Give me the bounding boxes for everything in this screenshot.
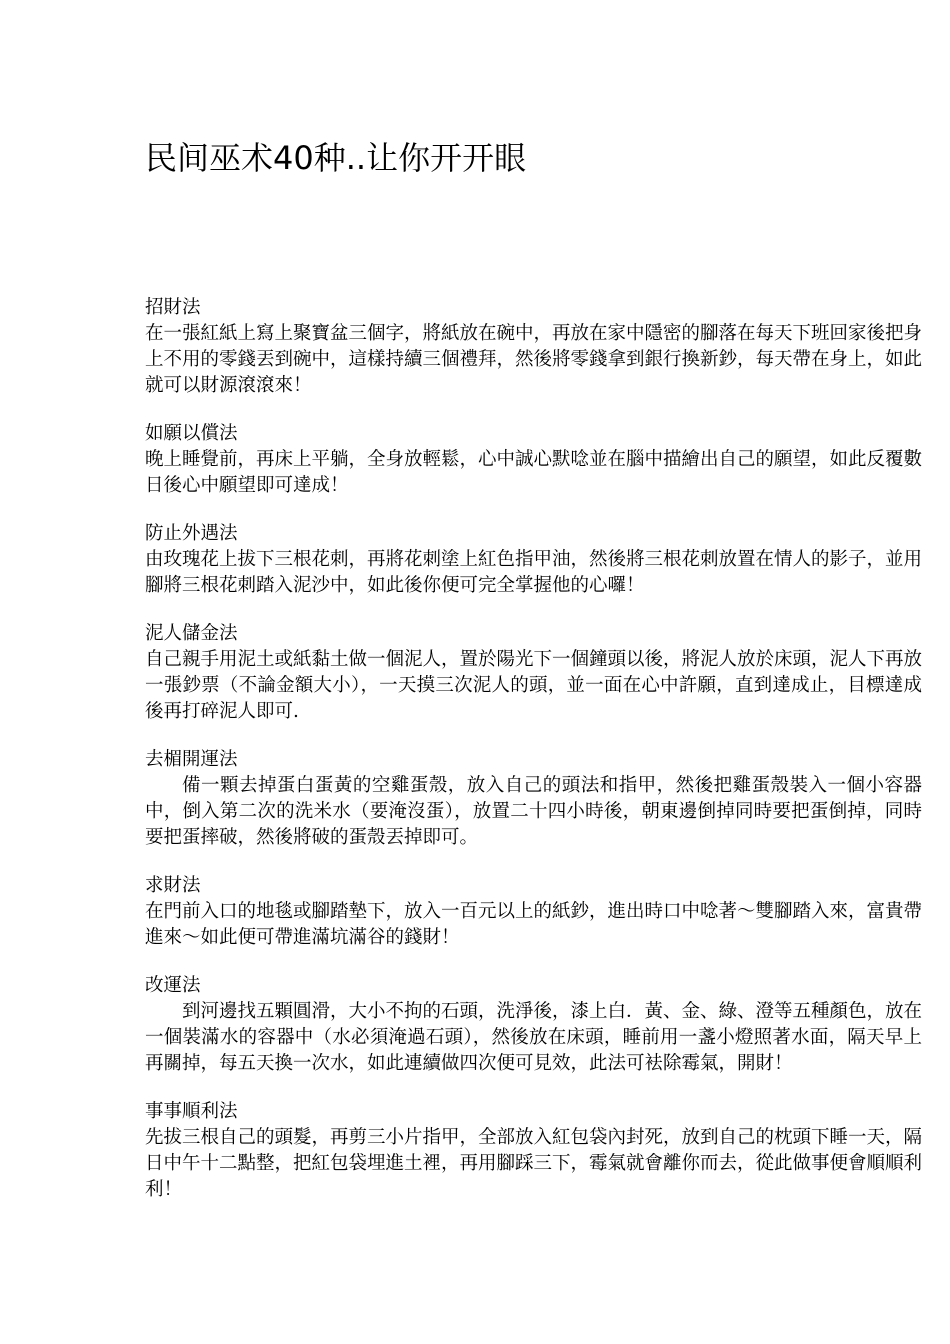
section-heading: 招財法 bbox=[145, 297, 201, 318]
section-qiucai bbox=[145, 873, 922, 951]
section-body: 晚上睡覺前，再床上平躺，全身放輕鬆，心中誠心默唸並在腦中描繪出自己的願望，如此反覆數日後心中願望即可達成！ bbox=[145, 449, 923, 496]
page-title: 民间巫术40种..让你开开眼 bbox=[145, 139, 527, 177]
section-shishi-shunli bbox=[145, 1099, 922, 1203]
section-body: 備一顆去掉蛋白蛋黃的空雞蛋殼，放入自己的頭法和指甲，然後把雞蛋殼裝入一個小容器中，倒入第二次的洗米水（要淹沒蛋），放置二十四小時後，朝東邊倒掉同時要把蛋倒掉，同時要把蛋摔破，然後將破的蛋殼丟掉即可。 bbox=[145, 775, 922, 848]
section-zhaocai bbox=[145, 295, 922, 399]
section-fangzhi-waiyu bbox=[145, 521, 922, 599]
section-gaiyun bbox=[145, 973, 922, 1077]
section-body: 在門前入口的地毯或腳踏墊下，放入一百元以上的紙鈔，進出時口中唸著～雙腳踏入來，富貴帶進來～如此便可帶進滿坑滿谷的錢財！ bbox=[145, 901, 923, 948]
article-content bbox=[145, 295, 922, 1225]
section-body: 在一張紅紙上寫上聚寶盆三個字，將紙放在碗中，再放在家中隱密的腳落在每天下班回家後把身上不用的零錢丟到碗中，這樣持續三個禮拜，然後將零錢拿到銀行換新鈔，每天帶在身上，如此就可以財源滾滾來！ bbox=[145, 323, 923, 396]
section-heading: 事事順利法 bbox=[145, 1101, 238, 1122]
section-heading: 改運法 bbox=[145, 975, 201, 996]
section-heading: 求財法 bbox=[145, 875, 201, 896]
section-ruyuan bbox=[145, 421, 922, 499]
section-body: 先拔三根自己的頭髮，再剪三小片指甲，全部放入紅包袋內封死，放到自己的枕頭下睡一天，隔日中午十二點整，把紅包袋埋進土裡，再用腳踩三下，霉氣就會離你而去，從此做事便會順順利利！ bbox=[145, 1127, 923, 1200]
section-heading: 去楣開運法 bbox=[145, 749, 238, 770]
section-body: 到河邊找五顆圓滑，大小不拘的石頭，洗淨後，漆上白．黃、金、綠、澄等五種顏色，放在一個裝滿水的容器中（水必須淹過石頭），然後放在床頭，睡前用一盞小燈照著水面，隔天早上再關掉，每五天換一次水，如此連續做四次便可見效，此法可袪除霉氣，開財！ bbox=[145, 1001, 923, 1074]
section-heading: 防止外遇法 bbox=[145, 523, 238, 544]
section-niren-chujin bbox=[145, 621, 922, 725]
section-body: 由玫瑰花上拔下三根花刺，再將花刺塗上紅色指甲油，然後將三根花刺放置在情人的影子，並用腳將三根花刺踏入泥沙中，如此後你便可完全掌握他的心囉！ bbox=[145, 549, 923, 596]
section-heading: 泥人儲金法 bbox=[145, 623, 238, 644]
section-qumei-kaiyun bbox=[145, 747, 922, 851]
section-heading: 如願以償法 bbox=[145, 423, 238, 444]
section-body: 自己親手用泥土或紙黏土做一個泥人，置於陽光下一個鐘頭以後，將泥人放於床頭，泥人下再放一張鈔票（不論金額大小），一天摸三次泥人的頭，並一面在心中許願，直到達成止，目標達成後再打碎泥人即可. bbox=[145, 649, 923, 722]
